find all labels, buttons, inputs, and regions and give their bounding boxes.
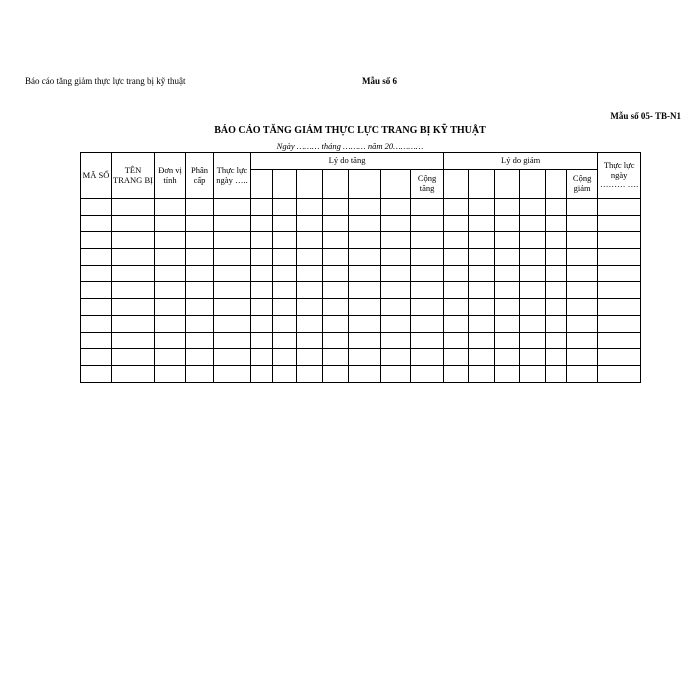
table-cell — [112, 265, 155, 282]
table-cell — [155, 299, 186, 316]
table-cell — [411, 199, 444, 216]
table-cell — [495, 349, 520, 366]
table-cell — [546, 265, 567, 282]
table-cell — [567, 215, 598, 232]
table-cell — [81, 349, 112, 366]
table-cell — [251, 199, 273, 216]
tang-subcol — [297, 170, 323, 199]
table-row — [81, 265, 641, 282]
table-cell — [214, 232, 251, 249]
table-cell — [469, 365, 495, 382]
table-row — [81, 365, 641, 382]
table-cell — [469, 232, 495, 249]
table-row — [81, 282, 641, 299]
table-cell — [214, 215, 251, 232]
table-cell — [81, 315, 112, 332]
table-cell — [567, 315, 598, 332]
table-cell — [546, 349, 567, 366]
table-cell — [469, 332, 495, 349]
tang-subcol — [349, 170, 381, 199]
table-cell — [381, 332, 411, 349]
table-cell — [381, 232, 411, 249]
table-cell — [469, 299, 495, 316]
table-cell — [251, 315, 273, 332]
col-header-thuc-luc-dau: Thực lực ngày ….. — [214, 153, 251, 199]
report-date-line: Ngày ……… tháng ……… năm 20………… — [276, 141, 424, 151]
col-header-don-vi-tinh: Đơn vị tính — [155, 153, 186, 199]
table-cell — [214, 299, 251, 316]
table-cell — [186, 365, 214, 382]
table-cell — [251, 282, 273, 299]
table-cell — [323, 299, 349, 316]
table-cell — [186, 349, 214, 366]
table-cell — [297, 199, 323, 216]
table-cell — [598, 332, 641, 349]
table-cell — [411, 365, 444, 382]
table-cell — [381, 315, 411, 332]
table-cell — [186, 332, 214, 349]
table-cell — [444, 232, 469, 249]
col-header-cong-tang: Cộng tăng — [411, 170, 444, 199]
table-cell — [411, 332, 444, 349]
table-row — [81, 215, 641, 232]
table-cell — [495, 265, 520, 282]
table-cell — [598, 349, 641, 366]
col-header-ma-so: MÃ SỐ — [81, 153, 112, 199]
table-cell — [155, 265, 186, 282]
table-cell — [81, 299, 112, 316]
table-cell — [349, 265, 381, 282]
table-cell — [112, 199, 155, 216]
table-cell — [112, 282, 155, 299]
table-cell — [520, 215, 546, 232]
table-cell — [411, 349, 444, 366]
table-cell — [495, 215, 520, 232]
table-cell — [520, 249, 546, 266]
table-cell — [214, 199, 251, 216]
table-cell — [297, 265, 323, 282]
table-cell — [251, 299, 273, 316]
table-row — [81, 332, 641, 349]
table-cell — [381, 199, 411, 216]
table-cell — [273, 232, 297, 249]
table-row — [81, 199, 641, 216]
table-cell — [520, 365, 546, 382]
table-cell — [273, 365, 297, 382]
giam-subcol — [444, 170, 469, 199]
giam-subcol — [469, 170, 495, 199]
table-cell — [546, 282, 567, 299]
table-row — [81, 315, 641, 332]
table-cell — [546, 299, 567, 316]
table-cell — [349, 282, 381, 299]
table-cell — [186, 315, 214, 332]
table-cell — [81, 215, 112, 232]
table-cell — [598, 265, 641, 282]
table-cell — [444, 199, 469, 216]
table-cell — [495, 315, 520, 332]
table-cell — [273, 332, 297, 349]
table-cell — [598, 299, 641, 316]
table-cell — [495, 282, 520, 299]
col-header-thuc-luc-cuoi: Thực lực ngày ……… …. — [598, 153, 641, 199]
table-cell — [598, 249, 641, 266]
table-cell — [469, 349, 495, 366]
table-cell — [273, 199, 297, 216]
table-cell — [323, 332, 349, 349]
header-form-number: Mẫu số 6 — [362, 76, 398, 86]
group-header-ly-do-giam: Lý do giảm — [444, 153, 598, 170]
table-cell — [297, 365, 323, 382]
table-cell — [214, 265, 251, 282]
table-cell — [214, 365, 251, 382]
table-cell — [273, 299, 297, 316]
table-cell — [155, 249, 186, 266]
table-cell — [444, 299, 469, 316]
table-cell — [186, 265, 214, 282]
table-cell — [520, 299, 546, 316]
table-cell — [349, 315, 381, 332]
giam-subcol — [495, 170, 520, 199]
col-header-cong-giam: Cộng giảm — [567, 170, 598, 199]
table-cell — [495, 199, 520, 216]
table-cell — [567, 349, 598, 366]
table-cell — [598, 282, 641, 299]
table-cell — [444, 282, 469, 299]
table-cell — [520, 199, 546, 216]
form-code: Mẫu số 05- TB-N1 — [610, 111, 681, 121]
table-cell — [323, 315, 349, 332]
table-cell — [411, 315, 444, 332]
table-body — [81, 199, 641, 383]
table-cell — [112, 315, 155, 332]
table-cell — [598, 232, 641, 249]
table-cell — [567, 199, 598, 216]
table-cell — [520, 232, 546, 249]
table-cell — [214, 315, 251, 332]
table-cell — [381, 215, 411, 232]
table-cell — [81, 332, 112, 349]
table-cell — [155, 332, 186, 349]
table-cell — [251, 249, 273, 266]
table-cell — [520, 315, 546, 332]
table-cell — [546, 332, 567, 349]
table-cell — [381, 349, 411, 366]
table-cell — [323, 232, 349, 249]
table-cell — [155, 215, 186, 232]
table-cell — [381, 299, 411, 316]
table-cell — [546, 199, 567, 216]
table-cell — [297, 232, 323, 249]
group-header-ly-do-tang: Lý do tăng — [251, 153, 444, 170]
table-row — [81, 349, 641, 366]
table-cell — [349, 215, 381, 232]
table-cell — [323, 265, 349, 282]
table-cell — [155, 232, 186, 249]
table-cell — [444, 332, 469, 349]
table-cell — [112, 332, 155, 349]
table-cell — [251, 365, 273, 382]
table-cell — [349, 332, 381, 349]
table-cell — [186, 215, 214, 232]
table-cell — [323, 349, 349, 366]
table-cell — [273, 265, 297, 282]
table-cell — [323, 215, 349, 232]
table-cell — [349, 349, 381, 366]
table-cell — [81, 265, 112, 282]
table-cell — [349, 365, 381, 382]
table-cell — [567, 365, 598, 382]
table-cell — [469, 315, 495, 332]
table-cell — [323, 365, 349, 382]
table-cell — [349, 199, 381, 216]
table-cell — [297, 315, 323, 332]
table-cell — [273, 249, 297, 266]
table-cell — [273, 215, 297, 232]
table-cell — [349, 299, 381, 316]
table-cell — [297, 282, 323, 299]
table-cell — [411, 282, 444, 299]
table-cell — [381, 265, 411, 282]
table-cell — [444, 365, 469, 382]
table-cell — [598, 365, 641, 382]
table-cell — [186, 249, 214, 266]
table-cell — [297, 249, 323, 266]
table-row — [81, 249, 641, 266]
table-cell — [567, 282, 598, 299]
table-cell — [155, 199, 186, 216]
table-cell — [186, 199, 214, 216]
table-cell — [444, 265, 469, 282]
table-cell — [273, 282, 297, 299]
table-cell — [546, 315, 567, 332]
table-cell — [411, 265, 444, 282]
table-cell — [186, 282, 214, 299]
table-cell — [297, 332, 323, 349]
table-cell — [546, 215, 567, 232]
table-cell — [567, 232, 598, 249]
table-cell — [186, 232, 214, 249]
giam-subcol — [520, 170, 546, 199]
table-cell — [214, 349, 251, 366]
table-cell — [297, 215, 323, 232]
table-cell — [520, 282, 546, 299]
table-cell — [81, 282, 112, 299]
report-table — [80, 152, 641, 383]
table-cell — [273, 349, 297, 366]
table-cell — [214, 249, 251, 266]
table-cell — [444, 315, 469, 332]
tang-subcol — [381, 170, 411, 199]
table-cell — [520, 349, 546, 366]
table-cell — [112, 365, 155, 382]
table-cell — [495, 232, 520, 249]
giam-subcol — [546, 170, 567, 199]
table-cell — [297, 349, 323, 366]
table-cell — [469, 199, 495, 216]
table-cell — [598, 199, 641, 216]
table-cell — [495, 332, 520, 349]
table-cell — [251, 215, 273, 232]
table-cell — [469, 249, 495, 266]
table-cell — [444, 249, 469, 266]
table-cell — [469, 215, 495, 232]
table-cell — [349, 249, 381, 266]
table-cell — [214, 282, 251, 299]
table-cell — [469, 265, 495, 282]
table-cell — [155, 282, 186, 299]
table-cell — [520, 332, 546, 349]
table-cell — [411, 299, 444, 316]
table-cell — [112, 215, 155, 232]
table-cell — [567, 249, 598, 266]
table-cell — [444, 349, 469, 366]
table-cell — [155, 365, 186, 382]
table-cell — [251, 265, 273, 282]
table-row — [81, 232, 641, 249]
table-cell — [495, 299, 520, 316]
table-cell — [112, 349, 155, 366]
table-cell — [381, 365, 411, 382]
table-cell — [297, 299, 323, 316]
table-cell — [273, 315, 297, 332]
table-cell — [546, 365, 567, 382]
table-cell — [251, 232, 273, 249]
table-cell — [323, 199, 349, 216]
table-cell — [520, 265, 546, 282]
table-cell — [381, 249, 411, 266]
table-cell — [469, 282, 495, 299]
header-left-text: Báo cáo tăng giảm thực lực trang bị kỹ thuật — [25, 76, 186, 86]
table-cell — [567, 265, 598, 282]
table-cell — [598, 215, 641, 232]
table-cell — [112, 299, 155, 316]
tang-subcol — [273, 170, 297, 199]
table-cell — [381, 282, 411, 299]
table-cell — [251, 349, 273, 366]
col-header-phan-cap: Phân cấp — [186, 153, 214, 199]
table-cell — [411, 249, 444, 266]
table-cell — [323, 282, 349, 299]
table-cell — [112, 232, 155, 249]
report-title: BÁO CÁO TĂNG GIẢM THỰC LỰC TRANG BỊ KỸ THUẬT — [214, 125, 486, 136]
table-cell — [186, 299, 214, 316]
table-cell — [112, 249, 155, 266]
table-cell — [81, 199, 112, 216]
table-cell — [411, 232, 444, 249]
table-cell — [81, 249, 112, 266]
tang-subcol — [251, 170, 273, 199]
table-cell — [323, 249, 349, 266]
table-cell — [251, 332, 273, 349]
table-cell — [444, 215, 469, 232]
col-header-ten-trang-bi: TÊN TRANG BỊ — [112, 153, 155, 199]
table-cell — [546, 249, 567, 266]
table-cell — [411, 215, 444, 232]
table-row — [81, 299, 641, 316]
table-cell — [598, 315, 641, 332]
table-cell — [567, 299, 598, 316]
table-cell — [567, 332, 598, 349]
table-cell — [81, 365, 112, 382]
table-cell — [155, 315, 186, 332]
table-cell — [214, 332, 251, 349]
tang-subcol — [323, 170, 349, 199]
table-cell — [155, 349, 186, 366]
table-cell — [546, 232, 567, 249]
table-cell — [495, 365, 520, 382]
table-cell — [81, 232, 112, 249]
table-cell — [495, 249, 520, 266]
table-cell — [349, 232, 381, 249]
